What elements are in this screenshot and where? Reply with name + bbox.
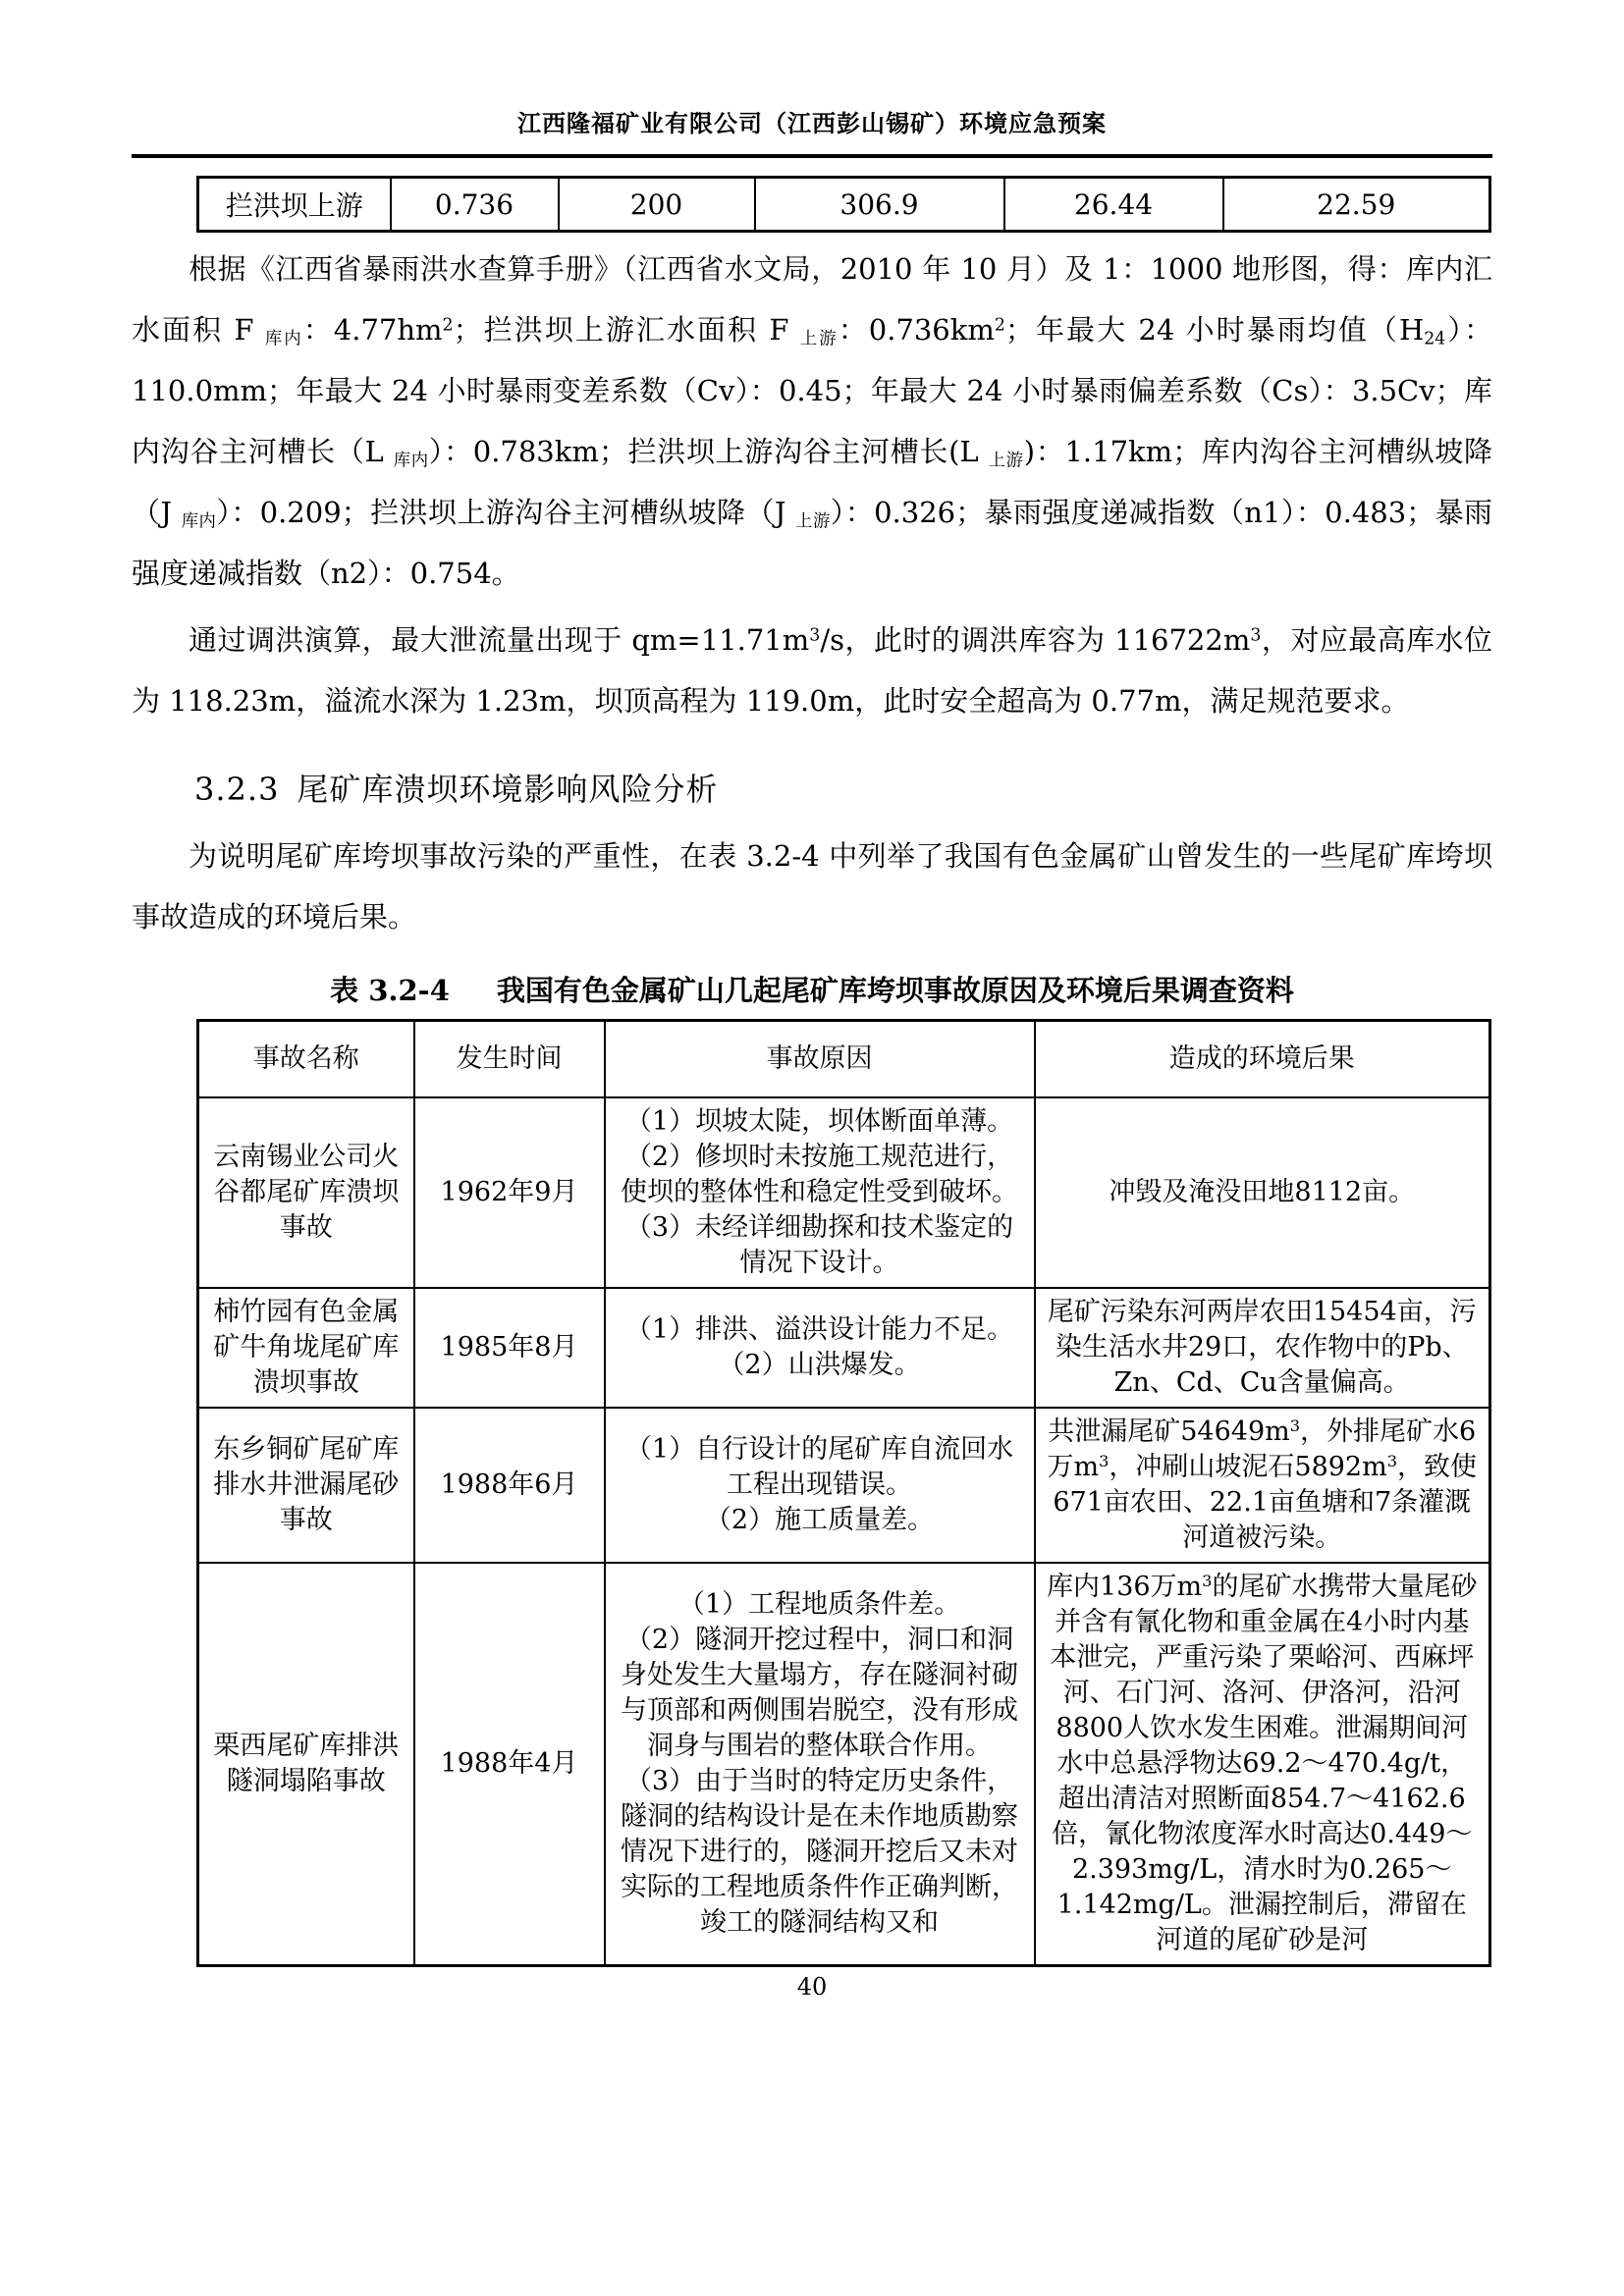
table-row: [198, 1097, 1490, 1288]
accident-date: 1988年6月: [414, 1408, 605, 1563]
section-title: 尾矿库溃坝环境影响风险分析: [297, 771, 719, 808]
flood-cell-value-4: 26.44: [1004, 178, 1223, 232]
accident-name: 柿竹园有色金属矿牛角垅尾矿库溃坝事故: [198, 1288, 414, 1408]
accident-table: [196, 1019, 1491, 1967]
paragraph-flood-routing-result: 通过调洪演算，最大泄流量出现于 $qm=11.71m^3/s$，此时的调洪库容为 $116722m^3$，对应最高库水位为 118.23m，溢流水深为 1.23m，坝顶高程为 119.0m，此时安全超高为 0.77m，满足规范要求。: [132, 623, 1492, 718]
flood-cell-value-1: 0.736: [391, 178, 559, 232]
accident-name: 东乡铜矿尾矿库排水井泄漏尾砂事故: [198, 1408, 414, 1563]
accident-date: 1985年8月: [414, 1288, 605, 1408]
accident-consequence: 尾矿污染东河两岸农田15454亩，污染生活水井29口，农作物中的Pb、Zn、Cd、Cu含量偏高。: [1035, 1288, 1490, 1408]
flood-cell-location: 拦洪坝上游: [198, 178, 391, 232]
header-divider: [132, 154, 1492, 158]
flood-cell-value-5: 22.59: [1223, 178, 1490, 232]
column-header-accident-name: 事故名称: [198, 1021, 414, 1097]
header-title: 江西隆福矿业有限公司（江西彭山锡矿）环境应急预案: [517, 109, 1107, 137]
accident-consequence: 共泄漏尾矿$54649m^3$，外排尾矿水6万$m^3$，冲刷山坡泥石$5892m^3$，致使671亩农田、22.1亩鱼塘和7条灌溉河道被污染。: [1035, 1408, 1490, 1563]
flood-cell-value-2: 200: [559, 178, 755, 232]
column-header-date: 发生时间: [414, 1021, 605, 1097]
column-header-consequence: 造成的环境后果: [1035, 1021, 1490, 1097]
accident-name: 栗西尾矿库排洪隧洞塌陷事故: [198, 1563, 414, 1966]
table-caption-label: 表 3.2-4: [330, 974, 450, 1007]
accident-date: 1988年4月: [414, 1563, 605, 1966]
section-heading: [132, 765, 1492, 810]
page-header: [132, 104, 1492, 158]
accident-consequence: 库内136万$m^3$的尾矿水携带大量尾砂并含有氰化物和重金属在4小时内基本泄完，严重污染了栗峪河、西麻坪河、石门河、洛河、伊洛河，沿河8800人饮水发生困难。泄漏期间河水中总悬浮物达69.2～470.4g/t，超出清洁对照断面854.7～4162.6倍，氰化物浓度浑水时高达0.449～2.393mg/L，清水时为0.265～1.142mg/L。泄漏控制后，滞留在河道的尾矿砂是河: [1035, 1563, 1490, 1966]
table-row: [198, 1408, 1490, 1563]
table-row: [198, 178, 1490, 232]
table-caption-title: 我国有色金属矿山几起尾矿库垮坝事故原因及环境后果调查资料: [496, 974, 1294, 1007]
table-header-row: [198, 1021, 1490, 1097]
paragraph-hydrology-parameters: 根据《江西省暴雨洪水查算手册》（江西省水文局，2010 年 10 月）及 1：1000 地形图，得：库内汇水面积 F $_{库内}$：$4.77hm^2$；拦洪坝上游汇水面积 F $_{上游}$：$0.736km^2$；年最大 24 小时暴雨均值$(H_{24})$：110.0mm；年最大 24 小时暴雨变差系数（Cv）：0.45；年最大 24 小时暴雨偏差系数（Cs）：3.5Cv；库内沟谷主河槽长（L $_{库内}$）：0.783km；拦洪坝上游沟谷主河槽长(L $_{上游}$)：1.17km；库内沟谷主河槽纵坡降（J $_{库内}$）：0.209；拦洪坝上游沟谷主河槽纵坡降（J $_{上游}$）：0.326；暴雨强度递减指数（n1）：0.483；暴雨强度递减指数（n2）：0.754。: [132, 252, 1493, 590]
column-header-cause: 事故原因: [605, 1021, 1035, 1097]
accident-date: 1962年9月: [414, 1097, 605, 1288]
accident-cause: （1）工程地质条件差。 （2）隧洞开挖过程中，洞口和洞身处发生大量塌方，存在隧洞衬砌与顶部和两侧围岩脱空，没有形成洞身与围岩的整体联合作用。 （3）由于当时的特定历史条件，隧洞的结构设计是在未作地质勘察情况下进行的，隧洞开挖后又未对实际的工程地质条件作正确判断，竣工的隧洞结构又和: [605, 1563, 1035, 1966]
accident-cause: （1）排洪、溢洪设计能力不足。 （2）山洪爆发。: [605, 1288, 1035, 1408]
table-caption: [132, 969, 1492, 1009]
table-row: [198, 1288, 1490, 1408]
page-number: 40: [796, 1972, 828, 2001]
section-number: 3.2.3: [194, 771, 280, 808]
paragraph-table-intro: 为说明尾矿库垮坝事故污染的严重性，在表 3.2-4 中列举了我国有色金属矿山曾发生的一些尾矿库垮坝事故造成的环境后果。: [132, 839, 1492, 934]
accident-name: 云南锡业公司火谷都尾矿库溃坝事故: [198, 1097, 414, 1288]
accident-cause: （1）自行设计的尾矿库自流回水工程出现错误。 （2）施工质量差。: [605, 1408, 1035, 1563]
flood-cell-value-3: 306.9: [755, 178, 1004, 232]
accident-consequence: 冲毁及淹没田地8112亩。: [1035, 1097, 1490, 1288]
accident-cause: （1）坝坡太陡，坝体断面单薄。 （2）修坝时未按施工规范进行，使坝的整体性和稳定性受到破坏。 （3）未经详细勘探和技术鉴定的情况下设计。: [605, 1097, 1035, 1288]
table-row: [198, 1563, 1490, 1966]
flood-calc-table: [196, 176, 1491, 233]
